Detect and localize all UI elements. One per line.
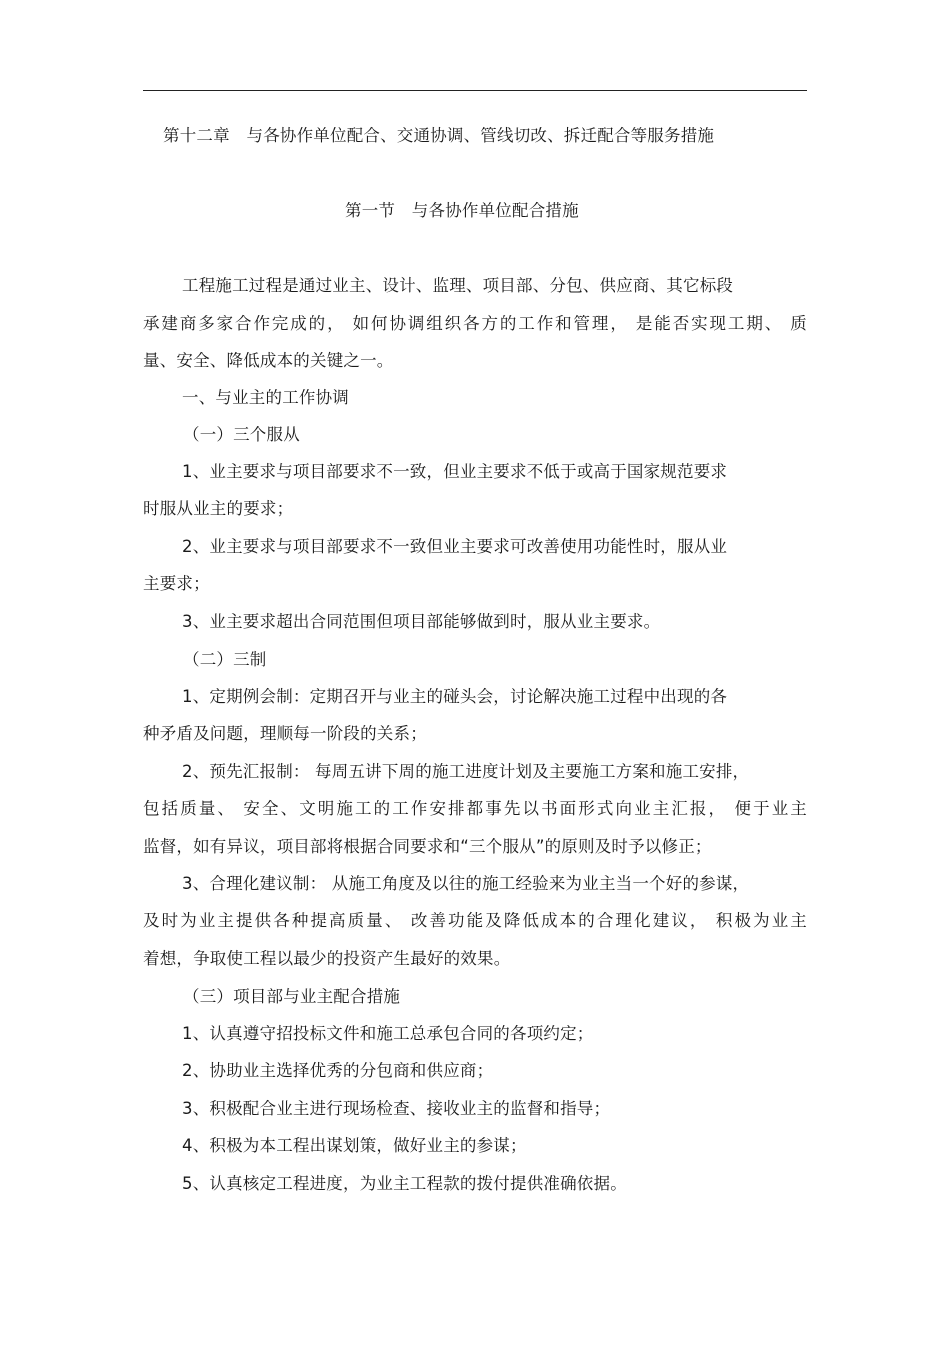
obey-item-1-line-1: 1、业主要求与项目部要求不一致，但业主要求不低于或高于国家规范要求 (182, 462, 728, 481)
subheading-cooperation-measures: （三）项目部与业主配合措施 (183, 987, 401, 1006)
measure-item-2: 2、协助业主选择优秀的分包商和供应商； (182, 1061, 494, 1080)
intro-line-3: 量、安全、降低成本的关键之一。 (143, 351, 394, 370)
measure-item-5: 5、认真核定工程进度，为业主工程款的拨付提供准确依据。 (182, 1174, 627, 1193)
intro-line-2: 承建商多家合作完成的， 如何协调组织各方的工作和管理， 是能否实现工期、 质 (143, 314, 807, 333)
obey-item-1-line-2: 时服从业主的要求； (143, 499, 294, 518)
system-item-3-line-2: 及时为业主提供各种提高质量、 改善功能及降低成本的合理化建议， 积极为业主 (143, 911, 807, 930)
obey-item-3: 3、业主要求超出合同范围但项目部能够做到时，服从业主要求。 (182, 612, 661, 631)
subheading-three-systems: （二）三制 (183, 650, 267, 669)
system-item-2-line-2: 包括质量、 安全、文明施工的工作安排都事先以书面形式向业主汇报， 便于业主 (143, 799, 807, 818)
obey-item-2-line-2: 主要求； (143, 574, 210, 593)
system-item-3-line-1: 3、合理化建议制： 从施工角度及以往的施工经验来为业主当一个好的参谋， (182, 874, 750, 893)
system-item-3-line-3: 着想，争取使工程以最少的投资产生最好的效果。 (143, 949, 511, 968)
system-item-2-line-1: 2、预先汇报制： 每周五讲下周的施工进度计划及主要施工方案和施工安排， (182, 762, 750, 781)
measure-item-4: 4、积极为本工程出谋划策，做好业主的参谋； (182, 1136, 527, 1155)
subheading-three-obey: （一）三个服从 (183, 425, 300, 444)
header-rule (143, 90, 807, 91)
section-title: 第一节 与各协作单位配合措施 (345, 201, 579, 220)
measure-item-1: 1、认真遵守招投标文件和施工总承包合同的各项约定； (182, 1024, 594, 1043)
measure-item-3: 3、积极配合业主进行现场检查、接收业主的监督和指导； (182, 1099, 611, 1118)
intro-line-1: 工程施工过程是通过业主、设计、监理、项目部、分包、供应商、其它标段 (182, 276, 734, 295)
chapter-title: 第十二章 与各协作单位配合、交通协调、管线切改、拆迁配合等服务措施 (163, 126, 715, 145)
obey-item-2-line-1: 2、业主要求与项目部要求不一致但业主要求可改善使用功能性时，服从业 (182, 537, 728, 556)
system-item-2-line-3: 监督，如有异议，项目部将根据合同要求和“三个服从”的原则及时予以修正； (143, 837, 712, 856)
heading-owner-coordination: 一、与业主的工作协调 (182, 388, 349, 407)
system-item-1-line-1: 1、定期例会制：定期召开与业主的碰头会，讨论解决施工过程中出现的各 (182, 687, 728, 706)
system-item-1-line-2: 种矛盾及问题，理顺每一阶段的关系； (143, 724, 427, 743)
